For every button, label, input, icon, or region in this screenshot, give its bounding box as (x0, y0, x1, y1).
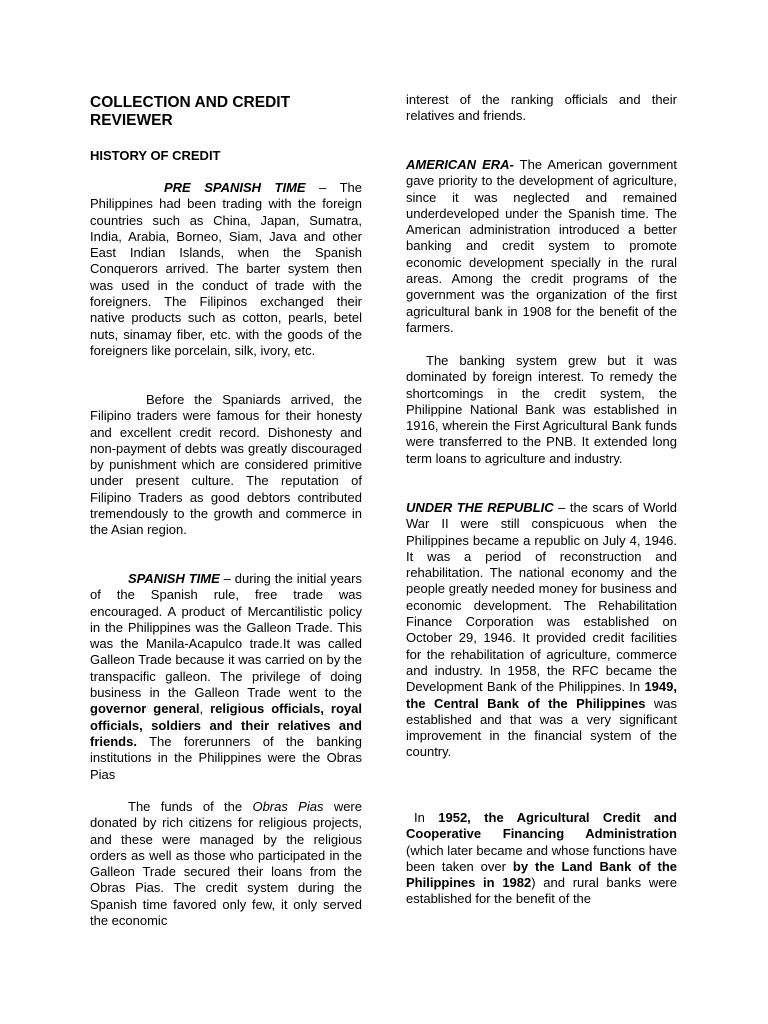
paragraph-before-spaniards (90, 392, 362, 539)
paragraph-text: The forerunners of the banking institutions in the Philippines were the Obras Pias (90, 733, 362, 782)
paragraph-text: – the scars of World War II were still conspicuous when the Philippines became a republic on July 4, 1946. It was a period of reconstruction and rehabilitation. The national economy and the people greatly needed money for business and economic development. The Rehabilitation Finance Corporation was established on October 29, 1946. It provided credit facilities for the rehabilitation of agriculture, commerce and industry. In 1958, the RFC became the Development Bank of the Philippines. In (406, 500, 677, 695)
paragraph-text: The American government gave priority to the development of agriculture, since it was neglected and remained underdeveloped under the Spanish time. The American administration introduced a better banking and credit system to promote economic development specially in the rural areas. Among the credit programs of the government was the organization of the first agricultural bank in 1908 for the benefit of the farmers. (406, 157, 677, 335)
lead-american-era: AMERICAN ERA- (406, 157, 514, 172)
emphasis-land-bank: by the Land Bank of the Philippines in 1982 (406, 858, 677, 891)
paragraph-text: were donated by rich citizens for religious projects, and these were managed by the religious orders as well as those who participated in the Galleon Trade secured their loans from the Obras Pias. The credit system during the Spanish time favored only few, it only served the economic (90, 799, 362, 929)
paragraph-text: – during the initial years of the Spanish rule, free trade was encouraged. A product of Mercantilistic policy in the Philippines was the Galleon Trade. This was the Manila-Acapulco trade.It was called Galleon Trade because it was carried on by the transpacific galleon. The privilege of doing business in the Galleon Trade went to the (90, 571, 362, 701)
paragraph-acfa (406, 810, 677, 908)
paragraph-spanish-time (90, 571, 362, 783)
paragraph-banking-system (406, 353, 677, 467)
emphasis-acfa: 1952, the Agricultural Credit and Cooperative Financing Administration (406, 810, 677, 842)
paragraph-text: – The Philippines had been trading with the foreign countries such as China, Japan, Sumatra, India, Arabia, Borneo, Siam, Java and other East Indian Islands, when the Spanish Conquerors arrived. The barter system then was used in the conduct of trade with the foreigners. The Filipinos exchanged their native products such as cotton, pearls, betel nuts, sinamay fiber, etc. with the goods of the foreigners like porcelain, silk, ivory, etc. (90, 180, 362, 358)
paragraph-continuation (406, 92, 677, 125)
paragraph-text: The banking system grew but it was dominated by foreign interest. To remedy the shortcomings in the credit system, the Philippine National Bank was established in 1916, wherein the First Agricultural Bank funds were transferred to the PNB. It extended long term loans to agriculture and industry. (406, 353, 677, 466)
lead-pre-spanish-time: PRE SPANISH TIME (164, 180, 306, 195)
paragraph-text: interest of the ranking officials and their relatives and friends. (406, 92, 677, 124)
paragraph-under-the-republic (406, 500, 677, 761)
paragraph-text: The funds of the (128, 799, 253, 814)
document-title: COLLECTION AND CREDIT REVIEWER (90, 94, 291, 129)
section-heading: HISTORY OF CREDIT (90, 148, 221, 163)
paragraph-text: was established and that was a very significant improvement in the financial system of the country. (406, 695, 678, 760)
emphasis-officials: religious officials, royal officials, soldiers and their relatives and friends. (90, 701, 362, 749)
paragraph-text: ) and rural banks were established for the benefit of the (406, 875, 677, 907)
paragraph-text: (which later became and whose functions have been taken over (406, 842, 677, 874)
paragraph-text: Before the Spaniards arrived, the Filipino traders were famous for their honesty and excellent credit record. Dishonesty and non-payment of debts was greatly discouraged by punishment which are considered primitive under present culture. The reputation of Filipino Traders as good debtors contributed tremendously to the growth and commerce in the Asian region. (90, 392, 362, 538)
paragraph-pre-spanish-time (90, 180, 362, 359)
paragraph-american-era (406, 157, 677, 336)
paragraph-obras-pias (90, 799, 362, 929)
emphasis-central-bank: 1949, the Central Bank of the Philippines (406, 679, 677, 711)
emphasis-obras-pias: Obras Pias (252, 799, 324, 814)
emphasis-governor-general: governor general (90, 701, 200, 717)
separator-text: , (199, 701, 211, 717)
paragraph-text: In (414, 810, 439, 825)
lead-spanish-time: SPANISH TIME (128, 571, 220, 586)
lead-under-the-republic: UNDER THE REPUBLIC (406, 500, 554, 515)
